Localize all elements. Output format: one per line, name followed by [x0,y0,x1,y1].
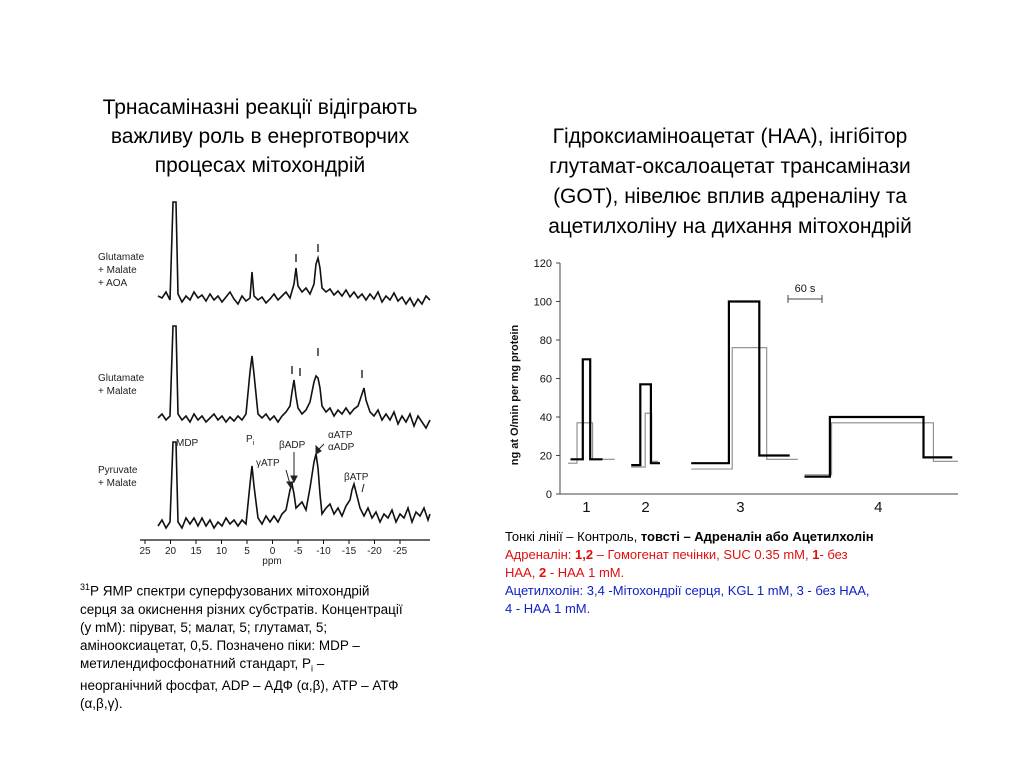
y-tick-label: 100 [533,296,552,309]
control-trace-4 [805,423,959,475]
treated-trace-4 [805,417,953,477]
y-tick-label: 20 [539,450,552,463]
segment-label: 1 [582,499,591,516]
left-title-line: процесах мітохондрій [154,154,366,177]
scale-bar [788,283,822,303]
ppm-tick-label: -5 [293,546,303,557]
peak-label-badp: βADP [279,440,306,451]
caption-line: $^{31}$Р ЯМР спектри суперфузованих мітохондрій [80,582,370,599]
right-title-line: Гідроксиаміноацетат (НАА), інгібітор [552,125,908,148]
caption-line: неорганічний фосфат, ADP – АДФ (α,β), ATP – АТФ [80,678,399,694]
control-trace-1 [568,423,615,463]
trace-label: + Malate [98,386,137,397]
ppm-tick-label: 5 [244,546,250,557]
peak-label-aatp: αATP [328,430,353,441]
y-tick-label: 0 [545,489,552,501]
peak-label-mdp: MDP [176,438,199,449]
right-title [495,122,965,242]
nmr-spectra-svg [80,188,440,568]
control-trace-3 [691,348,798,469]
ppm-tick-label: 20 [164,546,177,557]
right-title-line: глутамат-оксалоацетат трансамінази [549,155,911,178]
right-title-line: (GOT), нівелює вплив адреналіну та [553,185,907,208]
left-title-line: важливу роль в енерготворчих [110,125,410,148]
segment-label: 3 [736,499,745,516]
caption-line: аміноoксиацетат, 0,5. Позначено піки: MDP – [80,637,360,653]
ppm-ticks [139,540,407,557]
trace-label: Pyruvate [98,465,138,476]
peak-label-batp: βATP [344,472,369,483]
ppm-tick-label: -20 [367,546,382,557]
caption-adrenaline-line: Адреналін: 1,2 – Гомогенат печінки, SUC 0.35 mM, 1- без [505,547,848,562]
y-tick-label: 120 [533,258,552,270]
peak-label-aadp: αADP [328,442,355,453]
caption-acetylcholine-line: Ацетилхолін: 3,4 -Мітохондрії серця, KGL 1 mM, 3 - без НАА, [505,583,870,598]
trace-label: Glutamate [98,373,145,384]
peak-label-pi: $P_i$ [246,434,255,447]
peak-markers [292,244,362,378]
right-title-line: ацетилхоліну на дихання мітохондрій [548,215,912,238]
caption-acetylcholine-line: 4 - НАА 1 mM. [505,601,591,616]
caption-line: (α,β,γ). [80,696,123,712]
y-tick-label: 60 [539,373,552,386]
segment-label: 4 [874,499,883,516]
caption-line: метилендифосфонатний стандарт, $P_i$ – [80,655,325,674]
y-tick-label: 40 [539,412,552,424]
spectrum-trace-1 [158,202,430,306]
trace-label: + Malate [98,478,137,489]
treated-trace-1 [571,359,603,459]
spectrum-trace-2 [158,326,430,428]
ppm-tick-label: -25 [392,546,408,557]
y-axis-label: ng at O/min per mg protein [509,324,521,466]
chart-caption [505,528,1000,618]
caption-line: (у mM): піруват, 5; малат, 5; глутамат, 5; [80,619,328,635]
nmr-spectra-figure [80,188,440,568]
left-title-line: Трнасаміназні реакції відіграють [102,96,418,119]
respiration-chart-svg [500,255,970,525]
treated-trace-3 [691,302,790,464]
ppm-axis-label: ppm [262,556,282,567]
trace-label: + Malate [98,265,137,276]
ppm-tick-label: -15 [341,546,357,557]
trace-label: Glutamate [98,252,145,263]
caption-adrenaline-line: НАА, 2 - НАА 1 mM. [505,565,625,580]
scale-bar-label: 60 s [794,283,816,295]
caption-line: серця за окиснення різних субстратів. Концентрації [80,601,403,617]
ppm-tick-label: -10 [316,546,331,557]
segment-label: 2 [641,499,650,516]
peak-label-gatp: γATP [256,458,280,469]
nmr-caption [80,578,500,713]
trace-label: + AOA [98,278,128,289]
y-tick-label: 80 [539,335,552,347]
left-title [40,93,480,180]
ppm-tick-label: 0 [269,546,276,557]
caption-legend-line: Тонкі лінії – Контроль, товсті – Адреналін або Ацетилхолін [505,529,874,544]
ppm-tick-label: 15 [190,546,202,557]
ppm-tick-label: 10 [215,546,228,557]
ppm-tick-label: 25 [139,546,151,557]
respiration-chart [500,255,970,525]
control-trace-2 [631,413,658,467]
